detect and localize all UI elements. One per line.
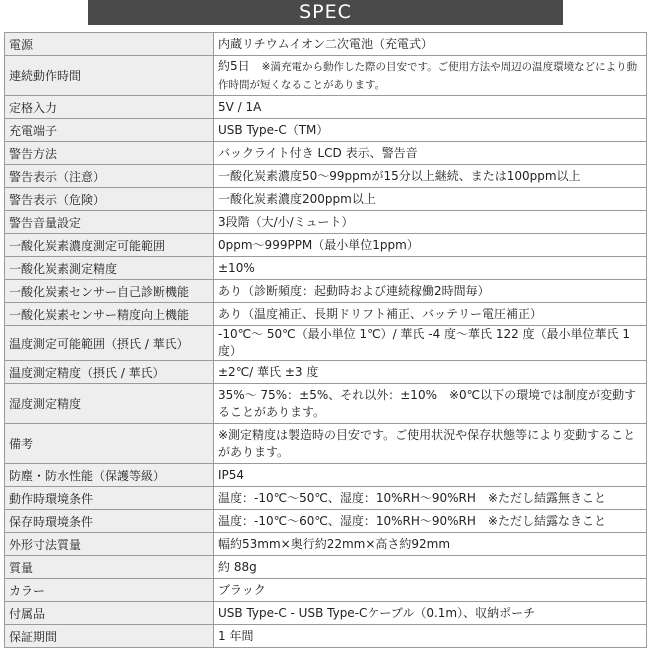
spec-value: 内蔵リチウムイオン二次電池（充電式） (214, 33, 647, 56)
table-row (5, 487, 647, 510)
spec-label: 保存時環境条件 (5, 510, 214, 533)
table-row (5, 464, 647, 487)
spec-value-note: ※満充電から動作した際の目安です。ご使用方法や周辺の温度環境などにより動作時間が短くなることがあります。 (218, 60, 638, 91)
spec-value: あり（診断頻度：起動時および連続稼働2時間毎） (214, 280, 647, 303)
spec-table (4, 32, 647, 648)
spec-label: 定格入力 (5, 96, 214, 119)
spec-label: 湿度測定精度 (5, 384, 214, 424)
spec-value: 1 年間 (214, 625, 647, 648)
spec-value: 35%～ 75%：±5%、それ以外：±10% ※0℃以下の環境では制度が変動することがあります。 (214, 384, 647, 424)
table-row (5, 280, 647, 303)
spec-value: バックライト付き LCD 表示、警告音 (214, 142, 647, 165)
spec-value: IP54 (214, 464, 647, 487)
spec-value-main: 約5日 (218, 58, 250, 73)
spec-label: 温度測定可能範囲（摂氏 / 華氏） (5, 326, 214, 361)
spec-label: 質量 (5, 556, 214, 579)
spec-label: 防塵・防水性能（保護等級） (5, 464, 214, 487)
spec-value: ±2℃/ 華氏 ±3 度 (214, 361, 647, 384)
spec-value: 温度：-10℃～60℃、湿度：10%RH～90%RH ※ただし結露なきこと (214, 510, 647, 533)
spec-value: 一酸化炭素濃度200ppm以上 (214, 188, 647, 211)
spec-label: 一酸化炭素センサー自己診断機能 (5, 280, 214, 303)
spec-label: 一酸化炭素センサー精度向上機能 (5, 303, 214, 326)
spec-label: 一酸化炭素濃度測定可能範囲 (5, 234, 214, 257)
spec-label: 充電端子 (5, 119, 214, 142)
spec-label: カラー (5, 579, 214, 602)
table-row (5, 533, 647, 556)
spec-value: 一酸化炭素濃度50～99ppmが15分以上継続、または100ppm以上 (214, 165, 647, 188)
table-row (5, 625, 647, 648)
table-row (5, 119, 647, 142)
table-row (5, 33, 647, 56)
spec-value: USB Type-C - USB Type-Cケーブル（0.1m）、収納ポーチ (214, 602, 647, 625)
spec-label: 警告表示（注意） (5, 165, 214, 188)
spec-label: 警告方法 (5, 142, 214, 165)
spec-value: あり（温度補正、長期ドリフト補正、バッテリー電圧補正） (214, 303, 647, 326)
table-row (5, 424, 647, 464)
table-row (5, 361, 647, 384)
spec-value: ±10% (214, 257, 647, 280)
table-row (5, 56, 647, 96)
spec-value: USB Type-C（TM） (214, 119, 647, 142)
spec-label: 温度測定精度（摂氏 / 華氏） (5, 361, 214, 384)
table-row (5, 257, 647, 280)
table-row (5, 188, 647, 211)
spec-label: 電源 (5, 33, 214, 56)
table-row (5, 165, 647, 188)
page-title: SPEC (299, 1, 352, 23)
table-row (5, 510, 647, 533)
spec-value: 約 88g (214, 556, 647, 579)
spec-value: 5V / 1A (214, 96, 647, 119)
spec-label: 警告音量設定 (5, 211, 214, 234)
table-row (5, 96, 647, 119)
spec-label: 外形寸法質量 (5, 533, 214, 556)
table-row (5, 602, 647, 625)
spec-value: -10℃～ 50℃（最小単位 1℃）/ 華氏 -4 度～華氏 122 度（最小単位華氏 1 度） (214, 326, 647, 361)
spec-value: 温度：-10℃～50℃、湿度：10%RH～90%RH ※ただし結露無きこと (214, 487, 647, 510)
spec-value: 幅約53mm×奥行約22mm×高さ約92mm (214, 533, 647, 556)
spec-banner (88, 0, 563, 25)
spec-label: 連続動作時間 (5, 56, 214, 96)
table-row (5, 384, 647, 424)
spec-label: 保証期間 (5, 625, 214, 648)
spec-label: 一酸化炭素測定精度 (5, 257, 214, 280)
table-row (5, 234, 647, 257)
spec-value: ※測定精度は製造時の目安です。ご使用状況や保存状態等により変動することがあります。 (214, 424, 647, 464)
spec-label: 警告表示（危険） (5, 188, 214, 211)
table-row (5, 211, 647, 234)
spec-label: 備考 (5, 424, 214, 464)
spec-value (214, 56, 647, 96)
table-row (5, 303, 647, 326)
table-row (5, 326, 647, 361)
table-row (5, 579, 647, 602)
table-row (5, 556, 647, 579)
spec-value: 3段階（大/小/ミュート） (214, 211, 647, 234)
table-row (5, 142, 647, 165)
spec-value: ブラック (214, 579, 647, 602)
spec-label: 動作時環境条件 (5, 487, 214, 510)
spec-value: 0ppm～999PPM（最小単位1ppm） (214, 234, 647, 257)
spec-label: 付属品 (5, 602, 214, 625)
